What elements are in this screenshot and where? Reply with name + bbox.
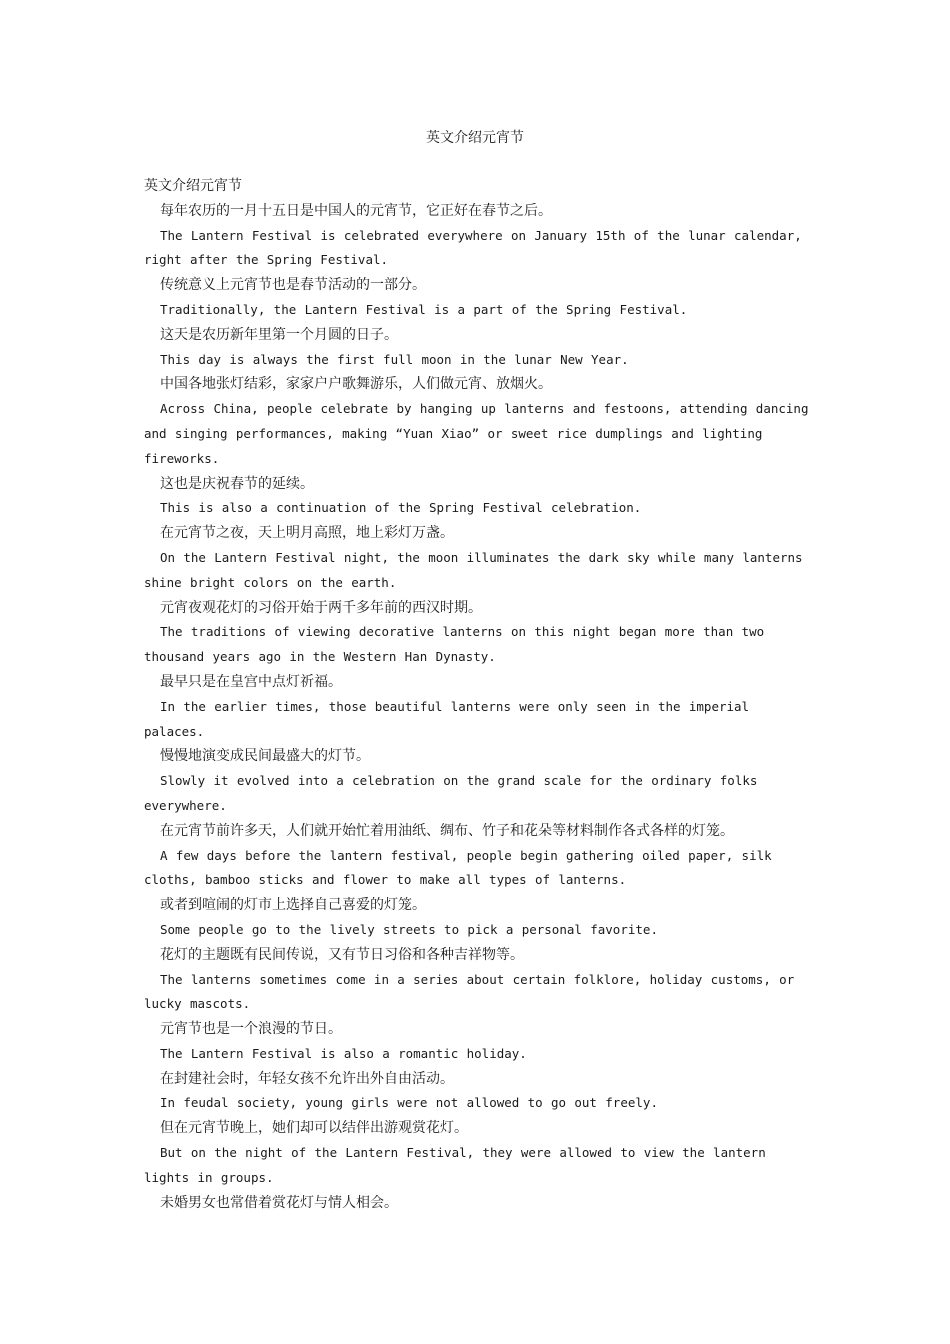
chinese-paragraph: 元宵节也是一个浪漫的节日。	[160, 1021, 342, 1038]
chinese-paragraph: 但在元宵节晚上，她们却可以结伴出游观赏花灯。	[160, 1120, 468, 1137]
english-paragraph: This day is always the first full moon in the lunar New Year.	[160, 351, 629, 367]
english-paragraph: The Lantern Festival is celebrated everywhere on January 15th of the lunar calendar, right after the Spring Festival.	[144, 227, 802, 268]
section-heading: 英文介绍元宵节	[144, 178, 242, 194]
chinese-paragraph: 这也是庆祝春节的延续。	[160, 475, 314, 492]
document-body	[144, 174, 812, 1215]
chinese-paragraph: 每年农历的一月十五日是中国人的元宵节，它正好在春节之后。	[160, 202, 552, 219]
english-paragraph: Across China, people celebrate by hanging up lanterns and festoons, attending dancing and singing performances, making “Yuan Xiao” or sweet rice dumplings and lighting fireworks.	[144, 401, 809, 466]
english-paragraph: Some people go to the lively streets to pick a personal favorite.	[160, 921, 658, 937]
english-paragraph: The Lantern Festival is also a romantic holiday.	[160, 1045, 527, 1061]
chinese-paragraph: 元宵夜观花灯的习俗开始于两千多年前的西汉时期。	[160, 599, 482, 616]
chinese-paragraph: 传统意义上元宵节也是春节活动的一部分。	[160, 277, 426, 294]
paragraph-list	[144, 199, 812, 1216]
english-paragraph: The lanterns sometimes come in a series about certain folklore, holiday customs, or lucky mascots.	[144, 971, 795, 1012]
english-paragraph: In the earlier times, those beautiful lanterns were only seen in the imperial palaces.	[144, 698, 750, 739]
english-paragraph: This is also a continuation of the Spring Festival celebration.	[160, 500, 642, 516]
english-paragraph: A few days before the lantern festival, people begin gathering oiled paper, silk cloths, bamboo sticks and flower to make all types of lanterns.	[144, 847, 772, 888]
english-paragraph: On the Lantern Festival night, the moon illuminates the dark sky while many lanterns shine bright colors on the earth.	[144, 549, 803, 590]
chinese-paragraph: 在元宵节前许多天，人们就开始忙着用油纸、绸布、竹子和花朵等材料制作各式各样的灯笼。	[160, 822, 734, 839]
english-paragraph: But on the night of the Lantern Festival, they were allowed to view the lantern lights in groups.	[144, 1145, 766, 1185]
chinese-paragraph: 中国各地张灯结彩，家家户户歌舞游乐，人们做元宵、放烟火。	[160, 376, 552, 393]
chinese-paragraph: 未婚男女也常借着赏花灯与情人相会。	[160, 1194, 398, 1211]
chinese-paragraph: 花灯的主题既有民间传说，又有节日习俗和各种吉祥物等。	[160, 946, 524, 963]
english-paragraph: Traditionally, the Lantern Festival is a part of the Spring Festival.	[160, 301, 688, 317]
document-title: 英文介绍元宵节	[426, 130, 524, 146]
chinese-paragraph: 慢慢地演变成民间最盛大的灯节。	[160, 748, 370, 765]
english-paragraph: The traditions of viewing decorative lanterns on this night began more than two thousand years ago in the Western Han Dynasty.	[144, 624, 765, 665]
chinese-paragraph: 或者到喧闹的灯市上选择自己喜爱的灯笼。	[160, 897, 426, 914]
chinese-paragraph: 在元宵节之夜，天上明月高照，地上彩灯万盏。	[160, 525, 454, 542]
chinese-paragraph: 这天是农历新年里第一个月圆的日子。	[160, 326, 398, 343]
english-paragraph: In feudal society, young girls were not allowed to go out freely.	[160, 1095, 658, 1111]
chinese-paragraph: 在封建社会时，年轻女孩不允许出外自由活动。	[160, 1070, 454, 1087]
chinese-paragraph: 最早只是在皇宫中点灯祈福。	[160, 673, 342, 690]
english-paragraph: Slowly it evolved into a celebration on the grand scale for the ordinary folks everywhere.	[144, 773, 758, 813]
